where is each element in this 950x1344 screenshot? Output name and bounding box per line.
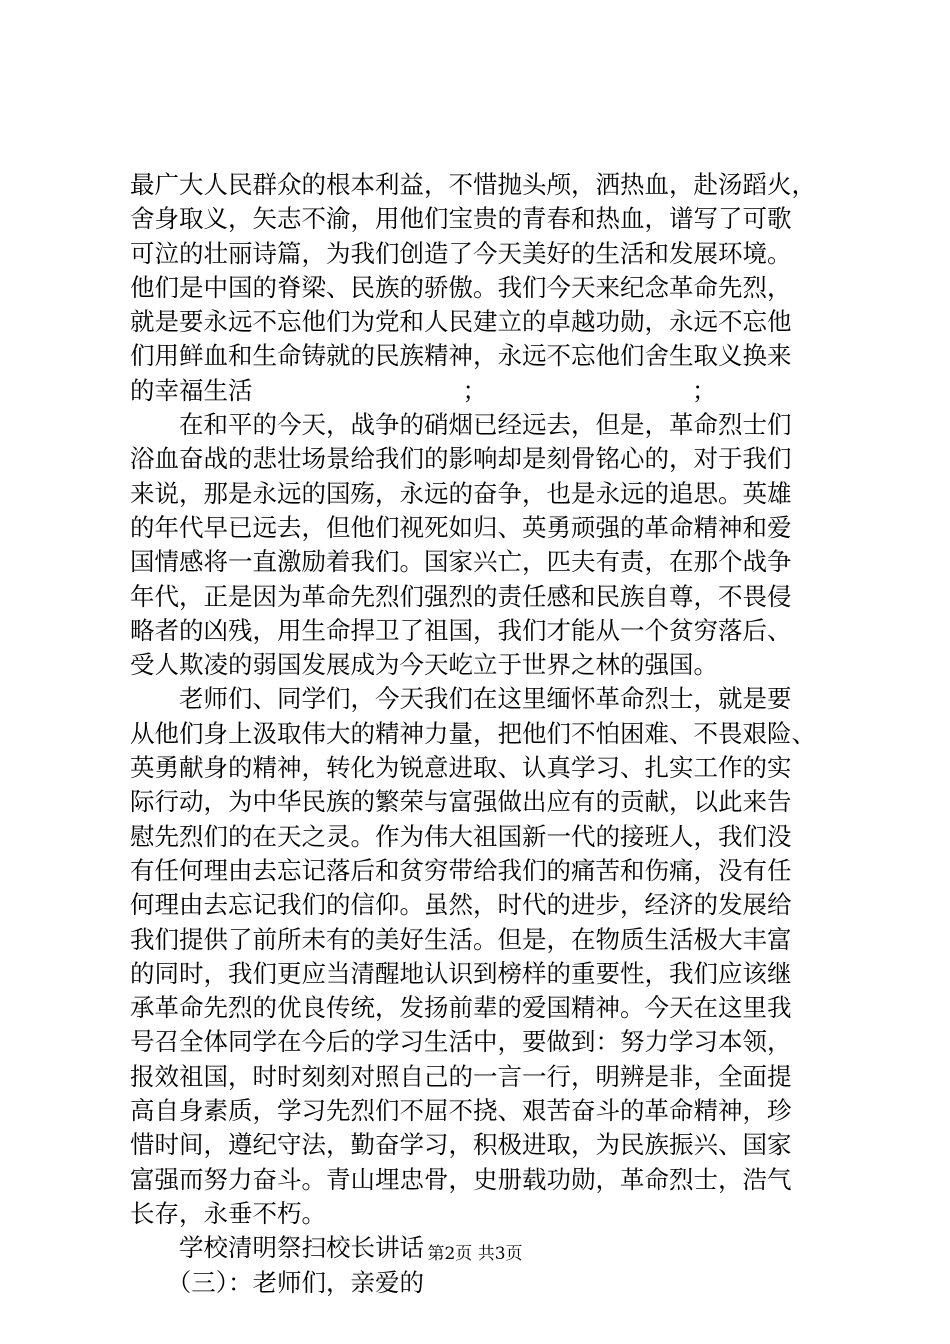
text-line: 年代，正是因为革命先烈们强烈的责任感和民族自尊，不畏侵 (130, 581, 792, 611)
text-line: 何理由去忘记我们的信仰。虽然，时代的进步，经济的发展给 (130, 890, 792, 920)
text-line: 们用鲜血和生命铸就的民族精神，永远不忘他们舍生取义换来 (130, 341, 792, 371)
page-footer: 第2页 共3页 (427, 1244, 523, 1264)
text-line: 高自身素质，学习先烈们不屈不挠、艰苦奋斗的革命精神，珍 (130, 1096, 792, 1126)
split-part-3: ； (692, 375, 717, 405)
text-line: 来说，那是永远的国殇，永远的奋争，也是永远的追思。英雄 (130, 478, 792, 508)
text-line: 国情感将一直激励着我们。国家兴亡，匹夫有责，在那个战争 (130, 547, 792, 577)
split-part-1: 的幸福生活 (130, 375, 253, 405)
text-line: 从他们身上汲取伟大的精神力量，把他们不怕困难、不畏艰险、 (130, 718, 816, 748)
text-line: 承革命先烈的优良传统，发扬前辈的爱国精神。今天在这里我 (130, 993, 792, 1023)
text-line: 慰先烈们的在天之灵。作为伟大祖国新一代的接班人，我们没 (130, 821, 792, 851)
text-line: 略者的凶残，用生命捍卫了祖国，我们才能从一个贫穷落后、 (130, 615, 792, 645)
text-line: 英勇献身的精神，转化为锐意进取、认真学习、扎实工作的实 (130, 753, 792, 783)
text-line: 我们提供了前所未有的美好生活。但是，在物质生活极大丰富 (130, 924, 792, 954)
text-line: 报效祖国，时时刻刻对照自己的一言一行，明辨是非，全面提 (130, 1061, 792, 1091)
section-subheading: （三）：老师们，亲爱的 (130, 1267, 424, 1297)
text-line: 惜时间，遵纪守法，勤奋学习，积极进取，为民族振兴、国家 (130, 1130, 792, 1160)
text-line: 可泣的壮丽诗篇，为我们创造了今天美好的生活和发展环境。 (130, 238, 792, 268)
split-part-2: ； (462, 375, 487, 405)
text-line: 在和平的今天，战争的硝烟已经远去，但是，革命烈士们 (130, 410, 792, 440)
text-line: 老师们、同学们，今天我们在这里缅怀革命烈士，就是要 (130, 684, 792, 714)
text-line: 长存，永垂不朽。 (130, 1198, 326, 1228)
text-line: 富强而努力奋斗。青山埋忠骨，史册载功勋，革命烈士，浩气 (130, 1164, 792, 1194)
text-line: 际行动，为中华民族的繁荣与富强做出应有的贡献，以此来告 (130, 787, 792, 817)
document-body (130, 168, 830, 1300)
section-heading: 学校清明祭扫校长讲话 (130, 1233, 424, 1263)
text-line: 有任何理由去忘记落后和贫穷带给我们的痛苦和伤痛，没有任 (130, 855, 792, 885)
text-line: 舍身取义，矢志不渝，用他们宝贵的青春和热血，谱写了可歌 (130, 204, 792, 234)
text-line: 号召全体同学在今后的学习生活中，要做到：努力学习本领， (130, 1027, 792, 1057)
text-line: 的同时，我们更应当清醒地认识到榜样的重要性，我们应该继 (130, 958, 792, 988)
text-line: 浴血奋战的悲壮场景给我们的影响却是刻骨铭心的，对于我们 (130, 444, 792, 474)
text-line: 受人欺凌的弱国发展成为今天屹立于世界之林的强国。 (130, 650, 718, 680)
text-line: 他们是中国的脊梁、民族的骄傲。我们今天来纪念革命先烈， (130, 272, 792, 302)
text-line-split (130, 374, 830, 408)
text-line: 最广大人民群众的根本利益，不惜抛头颅，洒热血，赴汤蹈火， (130, 170, 816, 199)
text-line: 就是要永远不忘他们为党和人民建立的卓越功勋，永远不忘他 (130, 307, 792, 337)
text-line: 的年代早已远去，但他们视死如归、英勇顽强的革命精神和爱 (130, 512, 792, 542)
